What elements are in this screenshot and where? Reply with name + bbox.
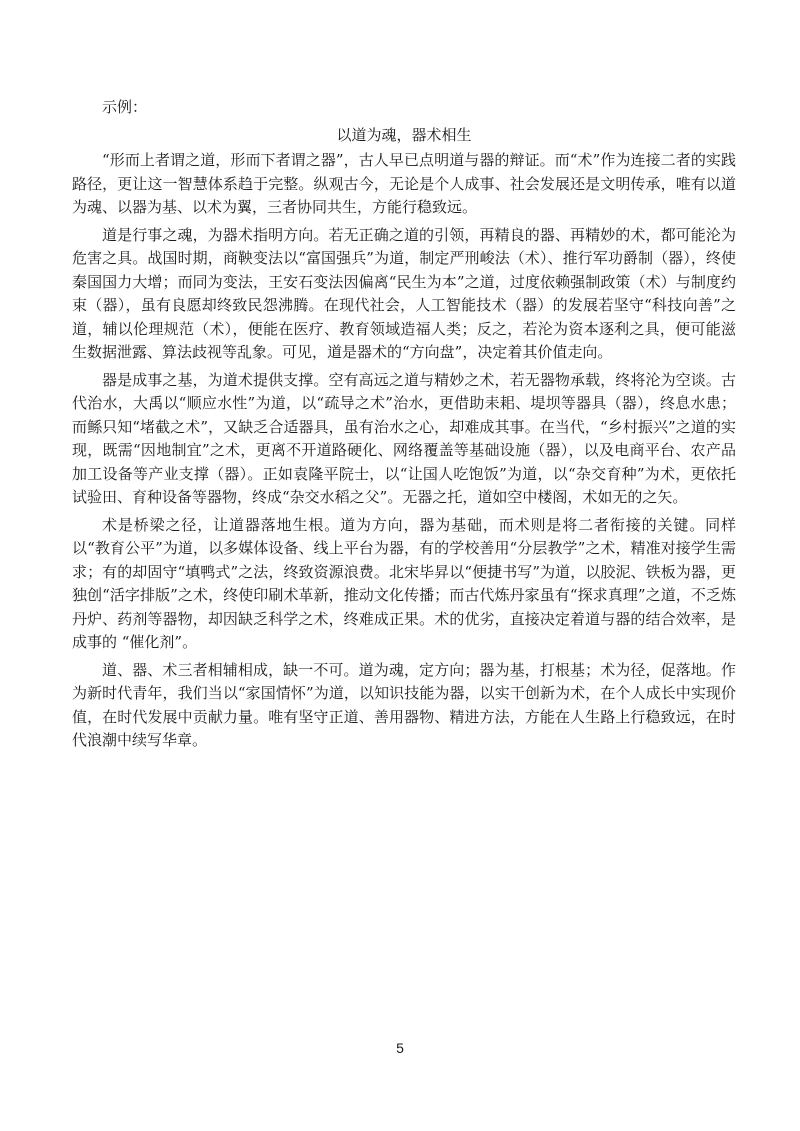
example-label: 示例： xyxy=(102,98,148,116)
paragraph-conclusion: 道、器、术三者相辅相成，缺一不可。道为魂，定方向；器为基，打根基；术为径，促落地。作为新时代青年，我们当以“家国情怀”为道，以知识技能为器，以实干创新为术，在个人成长中实现价值，在时代发展中贡献力量。唯有坚守正道、善用器物、精进方法，方能在人生路上行稳致远，在时代浪潮中续写华章。 xyxy=(72,660,736,749)
page-number: 5 xyxy=(396,1040,404,1056)
essay-title: 以道为魂，器术相生 xyxy=(336,125,472,144)
paragraph-intro: “形而上者谓之道，形而下者谓之器”，古人早已点明道与器的辩证。而“术”作为连接二者的实践路径，更让这一智慧体系趋于完整。纵观古今，无论是个人成事、社会发展还是文明传承，唯有以道为魂、以器为基、以术为翼，三者协同共生，方能行稳致远。 xyxy=(72,151,736,216)
paragraph-dao: 道是行事之魂，为器术指明方向。若无正确之道的引领，再精良的器、再精妙的术，都可能沦为危害之具。战国时期，商鞅变法以“富国强兵”为道，制定严刑峻法（术）、推行军功爵制（器），终使秦国国力大增；而同为变法，王安石变法因偏离“民生为本”之道，过度依赖强制政策（术）与制度约束（器），虽有良愿却终致民怨沸腾。在现代社会，人工智能技术（器）的发展若坚守“科技向善”之道，辅以伦理规范（术），便能在医疗、教育领域造福人类；反之，若沦为资本逐利之具，便可能滋生数据泄露、算法歧视等乱象。可见，道是器术的“方向盘”，决定着其价值走向。 xyxy=(72,225,736,361)
paragraph-qi: 器是成事之基，为道术提供支撑。空有高远之道与精妙之术，若无器物承载，终将沦为空谈。古代治水，大禹以“顺应水性”为道，以“疏导之术”治水，更借助耒耜、堤坝等器具（器），终息水患；而鲧只知“堵截之术”，又缺乏合适器具，虽有治水之心，却难成其事。在当代，“乡村振兴”之道的实现，既需“因地制宜”之术，更离不开道路硬化、网络覆盖等基础设施（器），以及电商平台、农产品加工设备等产业支撑（器）。正如袁隆平院士，以“让国人吃饱饭”为道，以“杂交育种”为术，更依托试验田、育种设备等器物，终成“杂交水稻之父”。无器之托，道如空中楼阁，术如无的之矢。 xyxy=(72,370,736,506)
paragraph-shu: 术是桥梁之径，让道器落地生根。道为方向，器为基础，而术则是将二者衔接的关键。同样以“教育公平”为道，以多媒体设备、线上平台为器，有的学校善用“分层教学”之术，精准对接学生需求；有的却固守“填鸭式”之法，终致资源浪费。北宋毕昇以“便捷书写”为道，以胶泥、铁板为器，更独创“活字排版”之术，终使印刷术革新，推动文化传播；而古代炼丹家虽有“探求真理”之道，不乏炼丹炉、药剂等器物，却因缺乏科学之术，终难成正果。术的优劣，直接决定着道与器的结合效率，是成事的 “催化剂”。 xyxy=(72,515,736,651)
essay-body xyxy=(72,96,736,757)
